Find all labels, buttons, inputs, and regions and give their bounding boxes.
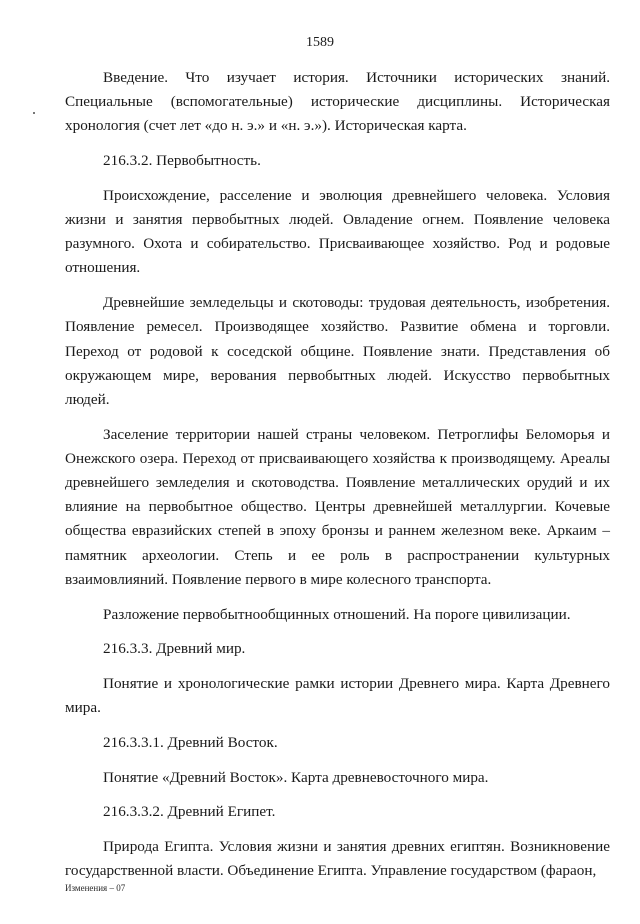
section-heading-ancient-east: 216.3.3.1. Древний Восток. xyxy=(103,733,278,751)
paragraph-ancient-world-concept: Понятие и хронологические рамки истории Древнего мира. Карта Древнего мира. xyxy=(65,674,610,717)
paragraph-ancient-east-concept: Понятие «Древний Восток». Карта древневосточного мира. xyxy=(103,768,489,786)
scan-artifact xyxy=(33,112,35,114)
paragraph-settlement: Заселение территории нашей страны человеком. Петроглифы Беломорья и Онежского озера. Переход от присваивающего хозяйства к производящему. Ареалы древнейшего земледелия и скотоводства. Появление металлических орудий и их влияние на первобытное общество. Центры древнейшей металлургии. Кочевые общества евразийских степей в эпоху бронзы и раннем железном веке. Аркаим – памятник археологии. Степь и ее роль в распространении культурных взаимовлияний. Появление первого в мире колесного транспорта. xyxy=(65,425,610,588)
paragraph-introduction: Введение. Что изучает история. Источники исторических знаний. Специальные (вспомогательные) исторические дисциплины. Историческая хронология (счет лет «до н. э.» и «н. э.»). Историческая карта. xyxy=(65,69,610,135)
paragraph-origin-of-man: Происхождение, расселение и эволюция древнейшего человека. Условия жизни и занятия первобытных людей. Овладение огнем. Появление человека разумного. Охота и собирательство. Присваивающее хозяйство. Род и родовые отношения. xyxy=(65,186,610,277)
paragraph-egypt-nature: Природа Египта. Условия жизни и занятия древних египтян. Возникновение государственной власти. Объединение Египта. Управление государством (фараон, xyxy=(65,837,610,880)
paragraph-decline-of-communal: Разложение первобытнообщинных отношений. На пороге цивилизации. xyxy=(103,605,571,623)
section-heading-prehistory: 216.3.2. Первобытность. xyxy=(103,152,261,170)
section-heading-ancient-world: 216.3.3. Древний мир. xyxy=(103,640,246,658)
page-number: 1589 xyxy=(306,35,334,50)
paragraph-early-farmers: Древнейшие земледельцы и скотоводы: трудовая деятельность, изобретения. Появление ремесел. Производящее хозяйство. Развитие обмена и торговли. Переход от родовой к соседской общине. Появление знати. Представления об окружающем мире, верования первобытных людей. Искусство первобытных людей. xyxy=(65,294,610,408)
footer-revision-note: Изменения – 07 xyxy=(65,883,126,893)
body-text xyxy=(65,66,610,894)
section-heading-ancient-egypt: 216.3.3.2. Древний Египет. xyxy=(103,803,276,821)
